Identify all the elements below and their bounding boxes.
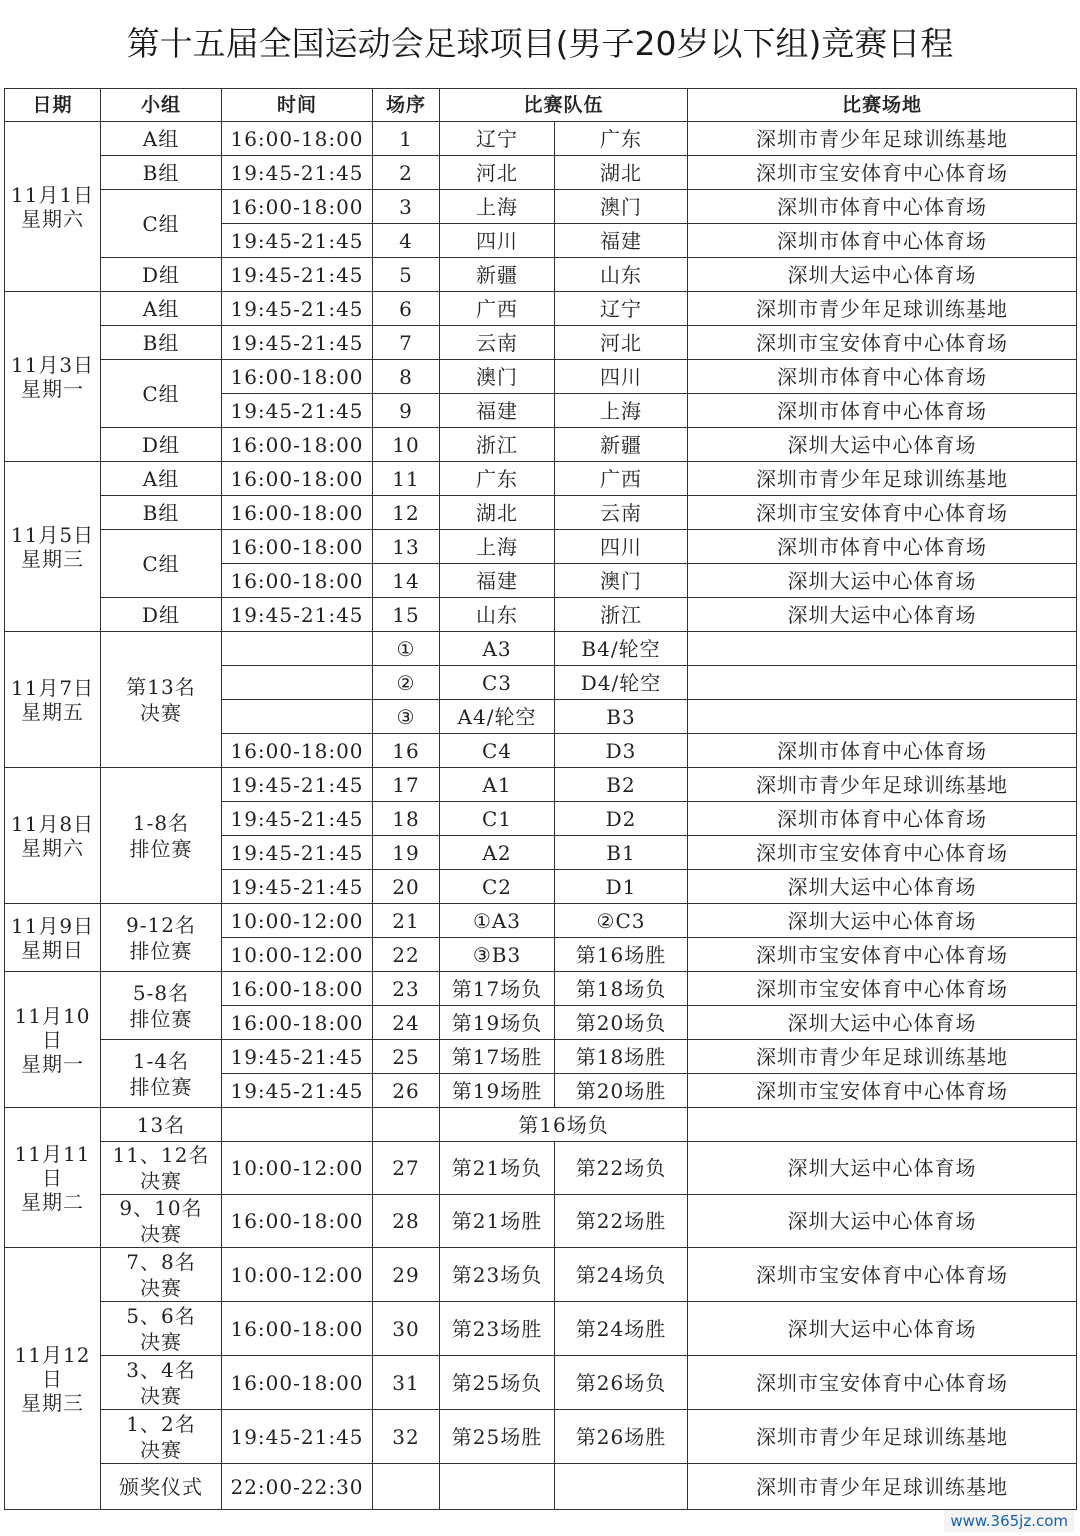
venue-cell: 深圳大运中心体育场 (688, 904, 1077, 938)
time-cell: 19:45-21:45 (222, 870, 373, 904)
team2-cell: B4/轮空 (555, 632, 688, 666)
match-no-cell: 29 (373, 1248, 440, 1302)
group-cell: 1-4名 排位赛 (101, 1040, 222, 1108)
table-row (5, 1302, 1077, 1356)
group-cell: 7、8名 决赛 (101, 1248, 222, 1302)
team2-cell: D4/轮空 (555, 666, 688, 700)
time-cell: 19:45-21:45 (222, 258, 373, 292)
group-cell: 1-8名 排位赛 (101, 768, 222, 904)
venue-cell: 深圳市宝安体育中心体育场 (688, 496, 1077, 530)
date-cell: 11月12 日 星期三 (5, 1248, 101, 1510)
team2-cell: 新疆 (555, 428, 688, 462)
team1-cell: ③B3 (440, 938, 555, 972)
group-cell: B组 (101, 156, 222, 190)
team1-cell: 湖北 (440, 496, 555, 530)
team2-cell: B1 (555, 836, 688, 870)
venue-cell: 深圳大运中心体育场 (688, 1006, 1077, 1040)
time-cell (222, 700, 373, 734)
team2-cell: D1 (555, 870, 688, 904)
team1-cell: C1 (440, 802, 555, 836)
time-cell: 16:00-18:00 (222, 1302, 373, 1356)
venue-cell: 深圳市宝安体育中心体育场 (688, 1074, 1077, 1108)
team1-cell: 第23场负 (440, 1248, 555, 1302)
match-no-cell: 4 (373, 224, 440, 258)
time-cell: 22:00-22:30 (222, 1464, 373, 1510)
venue-cell: 深圳市体育中心体育场 (688, 224, 1077, 258)
group-cell: A组 (101, 292, 222, 326)
time-cell: 16:00-18:00 (222, 972, 373, 1006)
team1-cell: C2 (440, 870, 555, 904)
venue-cell: 深圳市青少年足球训练基地 (688, 768, 1077, 802)
group-cell: A组 (101, 462, 222, 496)
time-cell: 19:45-21:45 (222, 598, 373, 632)
team2-cell: 第26场负 (555, 1356, 688, 1410)
group-cell: B组 (101, 326, 222, 360)
team1-cell: 第25场胜 (440, 1410, 555, 1464)
group-cell: D组 (101, 258, 222, 292)
watermark: www.365jz.com (944, 1510, 1074, 1532)
time-cell: 19:45-21:45 (222, 836, 373, 870)
team1-cell: C3 (440, 666, 555, 700)
match-no-cell: 16 (373, 734, 440, 768)
team1-cell: 广东 (440, 462, 555, 496)
team1-cell: 第19场胜 (440, 1074, 555, 1108)
match-no-cell: ① (373, 632, 440, 666)
group-cell: A组 (101, 122, 222, 156)
table-row (5, 598, 1077, 632)
date-cell: 11月8日 星期六 (5, 768, 101, 904)
header-row (5, 89, 1077, 122)
time-cell: 16:00-18:00 (222, 1006, 373, 1040)
team2-cell: 浙江 (555, 598, 688, 632)
team2-cell: 第18场胜 (555, 1040, 688, 1074)
time-cell: 19:45-21:45 (222, 224, 373, 258)
date-cell: 11月9日 星期日 (5, 904, 101, 972)
group-cell: 1、2名 决赛 (101, 1410, 222, 1464)
match-no-cell: 19 (373, 836, 440, 870)
venue-cell: 深圳市青少年足球训练基地 (688, 292, 1077, 326)
venue-cell: 深圳市宝安体育中心体育场 (688, 156, 1077, 190)
team2-cell: 第20场胜 (555, 1074, 688, 1108)
table-row (5, 190, 1077, 224)
table-row (5, 428, 1077, 462)
match-no-cell (373, 1108, 440, 1142)
venue-cell: 深圳市体育中心体育场 (688, 394, 1077, 428)
team1-cell (440, 1464, 555, 1510)
match-no-cell: ③ (373, 700, 440, 734)
team2-cell: 河北 (555, 326, 688, 360)
team2-cell: 山东 (555, 258, 688, 292)
match-no-cell: 31 (373, 1356, 440, 1410)
time-cell: 19:45-21:45 (222, 802, 373, 836)
team1-cell: 第17场胜 (440, 1040, 555, 1074)
time-cell: 16:00-18:00 (222, 462, 373, 496)
time-cell (222, 666, 373, 700)
team1-cell: 山东 (440, 598, 555, 632)
team1-cell: 河北 (440, 156, 555, 190)
team1-cell: A3 (440, 632, 555, 666)
group-cell: 9、10名 决赛 (101, 1195, 222, 1248)
time-cell: 19:45-21:45 (222, 394, 373, 428)
table-row (5, 1040, 1077, 1074)
team1-cell: 第21场负 (440, 1142, 555, 1195)
venue-cell (688, 632, 1077, 666)
table-row (5, 632, 1077, 666)
group-cell: C组 (101, 190, 222, 258)
venue-cell: 深圳大运中心体育场 (688, 598, 1077, 632)
team2-cell: 湖北 (555, 156, 688, 190)
time-cell: 16:00-18:00 (222, 190, 373, 224)
table-row (5, 530, 1077, 564)
venue-cell: 深圳市体育中心体育场 (688, 802, 1077, 836)
match-no-cell: 3 (373, 190, 440, 224)
match-no-cell: 9 (373, 394, 440, 428)
team2-cell: 澳门 (555, 190, 688, 224)
team1-cell: 辽宁 (440, 122, 555, 156)
team2-cell: 福建 (555, 224, 688, 258)
venue-cell (688, 1108, 1077, 1142)
table-row (5, 1108, 1077, 1142)
team1-cell: 新疆 (440, 258, 555, 292)
match-no-cell: 20 (373, 870, 440, 904)
team2-cell: 澳门 (555, 564, 688, 598)
match-no-cell: 18 (373, 802, 440, 836)
match-no-cell: 21 (373, 904, 440, 938)
time-cell: 16:00-18:00 (222, 1195, 373, 1248)
team1-cell: 第25场负 (440, 1356, 555, 1410)
venue-cell: 深圳市体育中心体育场 (688, 734, 1077, 768)
team1-cell: A2 (440, 836, 555, 870)
venue-cell: 深圳大运中心体育场 (688, 564, 1077, 598)
team2-cell: D3 (555, 734, 688, 768)
team2-cell: 四川 (555, 360, 688, 394)
venue-cell: 深圳市体育中心体育场 (688, 360, 1077, 394)
team1-cell: C4 (440, 734, 555, 768)
team1-cell: 上海 (440, 530, 555, 564)
venue-cell: 深圳市体育中心体育场 (688, 530, 1077, 564)
schedule-table (4, 88, 1077, 1510)
page-title: 第十五届全国运动会足球项目(男子20岁以下组)竞赛日程 (126, 24, 954, 63)
time-cell: 16:00-18:00 (222, 564, 373, 598)
group-cell: C组 (101, 530, 222, 598)
time-cell: 19:45-21:45 (222, 156, 373, 190)
time-cell: 16:00-18:00 (222, 734, 373, 768)
team2-cell: ②C3 (555, 904, 688, 938)
group-cell: 3、4名 决赛 (101, 1356, 222, 1410)
venue-cell: 深圳大运中心体育场 (688, 1195, 1077, 1248)
venue-cell: 深圳市宝安体育中心体育场 (688, 836, 1077, 870)
match-no-cell: 28 (373, 1195, 440, 1248)
team1-cell: A1 (440, 768, 555, 802)
team2-cell: 广东 (555, 122, 688, 156)
group-cell: D组 (101, 428, 222, 462)
header-date: 日期 (5, 89, 101, 122)
table-row (5, 768, 1077, 802)
team2-cell: 云南 (555, 496, 688, 530)
match-no-cell: 24 (373, 1006, 440, 1040)
match-no-cell: 22 (373, 938, 440, 972)
time-cell: 19:45-21:45 (222, 326, 373, 360)
time-cell: 16:00-18:00 (222, 496, 373, 530)
table-row (5, 496, 1077, 530)
team1-cell: 上海 (440, 190, 555, 224)
venue-cell: 深圳市青少年足球训练基地 (688, 122, 1077, 156)
venue-cell: 深圳市宝安体育中心体育场 (688, 326, 1077, 360)
match-no-cell: 2 (373, 156, 440, 190)
team2-cell: 第22场胜 (555, 1195, 688, 1248)
match-no-cell: 25 (373, 1040, 440, 1074)
time-cell: 16:00-18:00 (222, 530, 373, 564)
venue-cell: 深圳市宝安体育中心体育场 (688, 972, 1077, 1006)
match-no-cell: 1 (373, 122, 440, 156)
time-cell: 16:00-18:00 (222, 360, 373, 394)
time-cell (222, 632, 373, 666)
date-cell: 11月3日 星期一 (5, 292, 101, 462)
date-cell: 11月11 日 星期二 (5, 1108, 101, 1248)
match-no-cell: 11 (373, 462, 440, 496)
date-cell: 11月7日 星期五 (5, 632, 101, 768)
team2-cell: 广西 (555, 462, 688, 496)
match-no-cell: 13 (373, 530, 440, 564)
table-row (5, 1464, 1077, 1510)
time-cell: 10:00-12:00 (222, 904, 373, 938)
match-no-cell: 26 (373, 1074, 440, 1108)
team1-cell: 第23场胜 (440, 1302, 555, 1356)
team2-cell (555, 1464, 688, 1510)
match-no-cell: 27 (373, 1142, 440, 1195)
match-no-cell: 10 (373, 428, 440, 462)
venue-cell: 深圳市宝安体育中心体育场 (688, 1248, 1077, 1302)
group-cell: 11、12名 决赛 (101, 1142, 222, 1195)
match-no-cell: 5 (373, 258, 440, 292)
team1-cell: A4/轮空 (440, 700, 555, 734)
table-row (5, 292, 1077, 326)
table-row (5, 326, 1077, 360)
group-cell: 13名 (101, 1108, 222, 1142)
match-no-cell: 15 (373, 598, 440, 632)
header-group: 小组 (101, 89, 222, 122)
time-cell: 19:45-21:45 (222, 1074, 373, 1108)
match-no-cell: 12 (373, 496, 440, 530)
table-row (5, 1410, 1077, 1464)
team2-cell: 辽宁 (555, 292, 688, 326)
match-no-cell: 14 (373, 564, 440, 598)
team2-cell: D2 (555, 802, 688, 836)
team2-cell: 第22场负 (555, 1142, 688, 1195)
venue-cell: 深圳大运中心体育场 (688, 258, 1077, 292)
header-time: 时间 (222, 89, 373, 122)
team2-cell: B3 (555, 700, 688, 734)
time-cell: 16:00-18:00 (222, 428, 373, 462)
venue-cell: 深圳大运中心体育场 (688, 1302, 1077, 1356)
match-no-cell: 8 (373, 360, 440, 394)
time-cell: 19:45-21:45 (222, 1040, 373, 1074)
team2-cell: 第24场负 (555, 1248, 688, 1302)
table-row (5, 258, 1077, 292)
date-cell: 11月10 日 星期一 (5, 972, 101, 1108)
match-no-cell: 6 (373, 292, 440, 326)
time-cell: 10:00-12:00 (222, 938, 373, 972)
team1-cell: 第19场负 (440, 1006, 555, 1040)
table-row (5, 122, 1077, 156)
venue-cell: 深圳市青少年足球训练基地 (688, 462, 1077, 496)
team1-cell: 四川 (440, 224, 555, 258)
time-cell (222, 1108, 373, 1142)
team2-cell: 上海 (555, 394, 688, 428)
match-no-cell: ② (373, 666, 440, 700)
table-row (5, 904, 1077, 938)
venue-cell: 深圳大运中心体育场 (688, 1142, 1077, 1195)
group-cell: B组 (101, 496, 222, 530)
venue-cell: 深圳市体育中心体育场 (688, 190, 1077, 224)
time-cell: 19:45-21:45 (222, 1410, 373, 1464)
group-cell: C组 (101, 360, 222, 428)
venue-cell (688, 700, 1077, 734)
match-no-cell: 30 (373, 1302, 440, 1356)
team1-cell: 第21场胜 (440, 1195, 555, 1248)
venue-cell: 深圳大运中心体育场 (688, 428, 1077, 462)
date-cell: 11月5日 星期三 (5, 462, 101, 632)
team1-cell: 浙江 (440, 428, 555, 462)
venue-cell: 深圳市宝安体育中心体育场 (688, 1356, 1077, 1410)
team2-cell: 第16场胜 (555, 938, 688, 972)
header-venue: 比赛场地 (688, 89, 1077, 122)
time-cell: 16:00-18:00 (222, 1356, 373, 1410)
team1-cell: ①A3 (440, 904, 555, 938)
venue-cell (688, 666, 1077, 700)
team1-cell: 澳门 (440, 360, 555, 394)
table-row (5, 972, 1077, 1006)
table-row (5, 156, 1077, 190)
header-teams: 比赛队伍 (440, 89, 688, 122)
team2-cell: 第24场胜 (555, 1302, 688, 1356)
team1-cell: 第17场负 (440, 972, 555, 1006)
time-cell: 10:00-12:00 (222, 1248, 373, 1302)
team2-cell: 第26场胜 (555, 1410, 688, 1464)
group-cell: D组 (101, 598, 222, 632)
match-no-cell: 23 (373, 972, 440, 1006)
venue-cell: 深圳市青少年足球训练基地 (688, 1040, 1077, 1074)
team2-cell: 四川 (555, 530, 688, 564)
team1-cell: 云南 (440, 326, 555, 360)
venue-cell: 深圳市青少年足球训练基地 (688, 1410, 1077, 1464)
group-cell: 第13名 决赛 (101, 632, 222, 768)
team2-cell: B2 (555, 768, 688, 802)
venue-cell: 深圳大运中心体育场 (688, 870, 1077, 904)
table-row (5, 1356, 1077, 1410)
table-row (5, 1248, 1077, 1302)
venue-cell: 深圳市青少年足球训练基地 (688, 1464, 1077, 1510)
table-row (5, 360, 1077, 394)
team2-cell: 第18场负 (555, 972, 688, 1006)
team2-cell: 第20场负 (555, 1006, 688, 1040)
match-no-cell (373, 1464, 440, 1510)
group-cell: 5、6名 决赛 (101, 1302, 222, 1356)
teams-cell: 第16场负 (440, 1108, 688, 1142)
team1-cell: 广西 (440, 292, 555, 326)
match-no-cell: 17 (373, 768, 440, 802)
time-cell: 19:45-21:45 (222, 768, 373, 802)
group-cell: 9-12名 排位赛 (101, 904, 222, 972)
table-row (5, 1195, 1077, 1248)
header-match-no: 场序 (373, 89, 440, 122)
table-row (5, 1142, 1077, 1195)
time-cell: 10:00-12:00 (222, 1142, 373, 1195)
date-cell: 11月1日 星期六 (5, 122, 101, 292)
team1-cell: 福建 (440, 564, 555, 598)
match-no-cell: 7 (373, 326, 440, 360)
group-cell: 颁奖仪式 (101, 1464, 222, 1510)
match-no-cell: 32 (373, 1410, 440, 1464)
venue-cell: 深圳市宝安体育中心体育场 (688, 938, 1077, 972)
time-cell: 16:00-18:00 (222, 122, 373, 156)
group-cell: 5-8名 排位赛 (101, 972, 222, 1040)
team1-cell: 福建 (440, 394, 555, 428)
table-row (5, 462, 1077, 496)
time-cell: 19:45-21:45 (222, 292, 373, 326)
